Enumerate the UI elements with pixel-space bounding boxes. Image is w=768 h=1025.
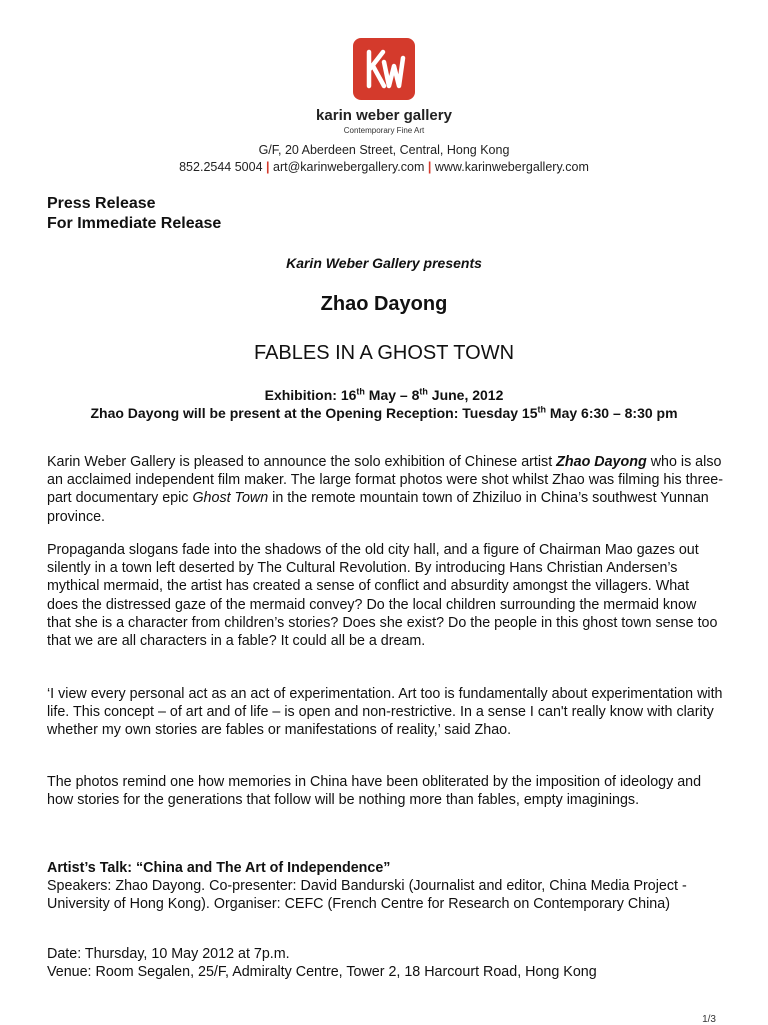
paragraph-propaganda: Propaganda slogans fade into the shadows of the old city hall, and a figure of Chairman Mao gazes out silently in a town left deserted by The Cultural Revolution. By introducing Hans Christian Andersen’s mythical mermaid, the artist has created a sense of conflict and absurdity amongst the villagers. What does the distressed gaze of the mermaid convey? Do the local children surrounding the mermaid know that she is a character from children’s stories? Does she exist? Do the people in this ghost town sense too that we are all characters in a fable? It could all be a dream. xyxy=(47,542,718,650)
gallery-logo xyxy=(0,38,768,105)
gallery-contact xyxy=(0,160,768,174)
paragraph-memories: The photos remind one how memories in China have been obliterated by the imposition of ideology and how stories for the generations that follow will be nothing more than fables, empty imaginings. xyxy=(47,774,702,809)
page-number: 1/3 xyxy=(702,1014,716,1025)
email-link[interactable]: art@karinwebergallery.com xyxy=(273,160,425,174)
press-release-line: Press Release xyxy=(47,195,156,212)
talk-date: Date: Thursday, 10 May 2012 at 7p.m. xyxy=(47,946,290,962)
separator: | xyxy=(427,160,432,174)
gallery-subtitle: Contemporary Fine Art xyxy=(343,126,425,135)
artist-talk-heading: Artist’s Talk: “China and The Art of Independence” xyxy=(47,860,391,876)
paragraph-quote: ‘I view every personal act as an act of experimentation. Art too is fundamentally about experimentation with life. This concept – of art and of life – is open and non-restrictive. In a sense I can't really know with clarity whether my own stories are fables or manifestations of reality,’ said Zhao. xyxy=(47,686,723,739)
exhibition-dates xyxy=(0,386,768,422)
artist-name: Zhao Dayong xyxy=(320,293,448,315)
exhibition-title: FABLES IN A GHOST TOWN xyxy=(253,342,515,364)
presents-line: Karin Weber Gallery presents xyxy=(286,255,482,271)
gallery-address: G/F, 20 Aberdeen Street, Central, Hong Kong xyxy=(258,143,510,157)
artist-talk-details: Speakers: Zhao Dayong. Co-presenter: David Bandurski (Journalist and editor, China Media Project - University of Hong Kong). Organiser: CEFC (French Centre for Research on Contemporary China) xyxy=(47,878,687,912)
phone: 852.2544 5004 xyxy=(179,160,263,174)
immediate-release-line: For Immediate Release xyxy=(47,215,222,232)
press-release-heading xyxy=(47,194,221,234)
website-link[interactable]: www.karinwebergallery.com xyxy=(434,160,589,174)
gallery-name: karin weber gallery xyxy=(316,107,452,124)
separator: | xyxy=(266,160,270,174)
talk-date-venue xyxy=(47,945,747,981)
exhibition-period: Exhibition: 16th May – 8th June, 2012 xyxy=(264,386,504,403)
opening-reception: Zhao Dayong will be present at the Opening Reception: Tuesday 15th May 6:30 – 8:30 pm xyxy=(90,404,678,421)
kw-logo-mark xyxy=(353,38,415,100)
paragraph-intro: Karin Weber Gallery is pleased to announce the solo exhibition of Chinese artist Zhao Dayong who is also an acclaimed independent film maker. The large format photos were shot whilst Zhao was filming his three-part documentary epic Ghost Town in the remote mountain town of Zhiziluo in China’s southwest Yunnan province. xyxy=(47,454,723,525)
talk-venue: Venue: Room Segalen, 25/F, Admiralty Centre, Tower 2, 18 Harcourt Road, Hong Kong xyxy=(47,964,597,980)
artist-talk xyxy=(47,859,723,913)
